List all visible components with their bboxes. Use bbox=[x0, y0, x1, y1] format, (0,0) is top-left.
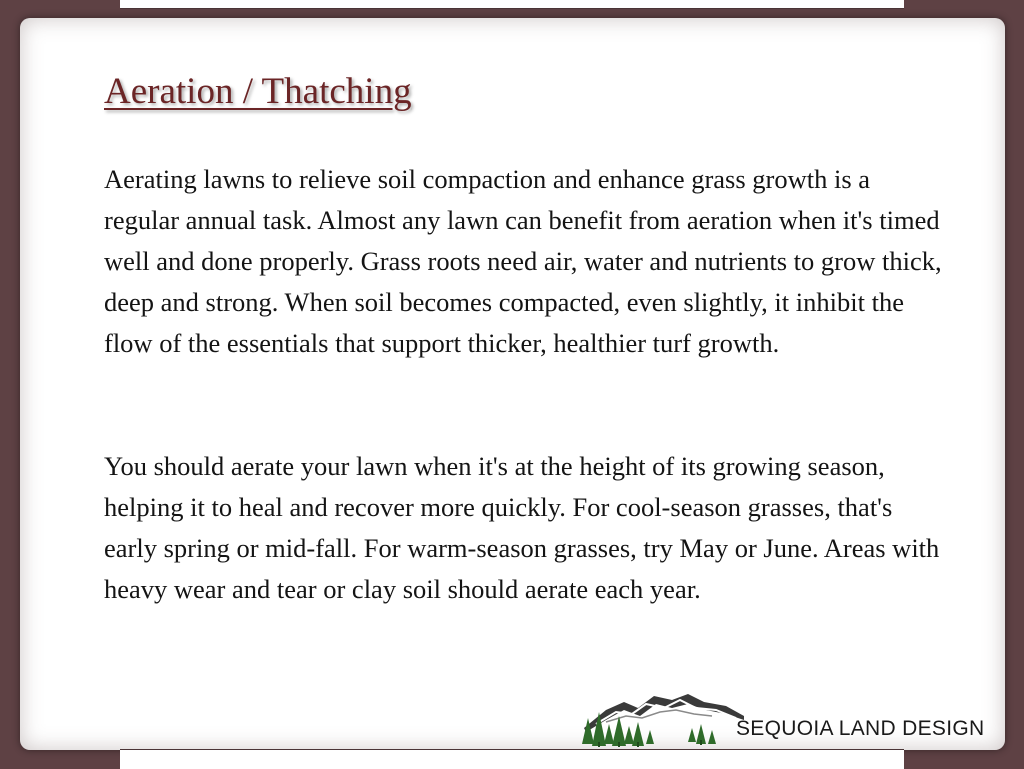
top-band bbox=[120, 0, 904, 9]
mountain-trees-icon bbox=[576, 688, 746, 748]
slide-card bbox=[20, 18, 1005, 750]
bottom-band bbox=[120, 749, 904, 769]
company-name: SEQUOIA LAND DESIGN bbox=[736, 717, 985, 740]
body-paragraph-1: Aerating lawns to relieve soil compaction and enhance grass growth is a regular annual task. Almost any lawn can benefit from aeration when it's timed well and done properly. Grass roots need air, water and nutrients to grow thick, deep and strong. When soil becomes compacted, even slightly, it inhibit the flow of the essentials that support thicker, healthier turf growth. bbox=[104, 164, 942, 358]
slide-title: Aeration / Thatching bbox=[104, 71, 412, 112]
body-paragraph-2: You should aerate your lawn when it's at the height of its growing season, helping it to heal and recover more quickly. For cool-season grasses, that's early spring or mid-fall. For warm-season grasses, try May or June. Areas with heavy wear and tear or clay soil should aerate each year. bbox=[104, 451, 940, 604]
company-logo bbox=[576, 688, 996, 748]
